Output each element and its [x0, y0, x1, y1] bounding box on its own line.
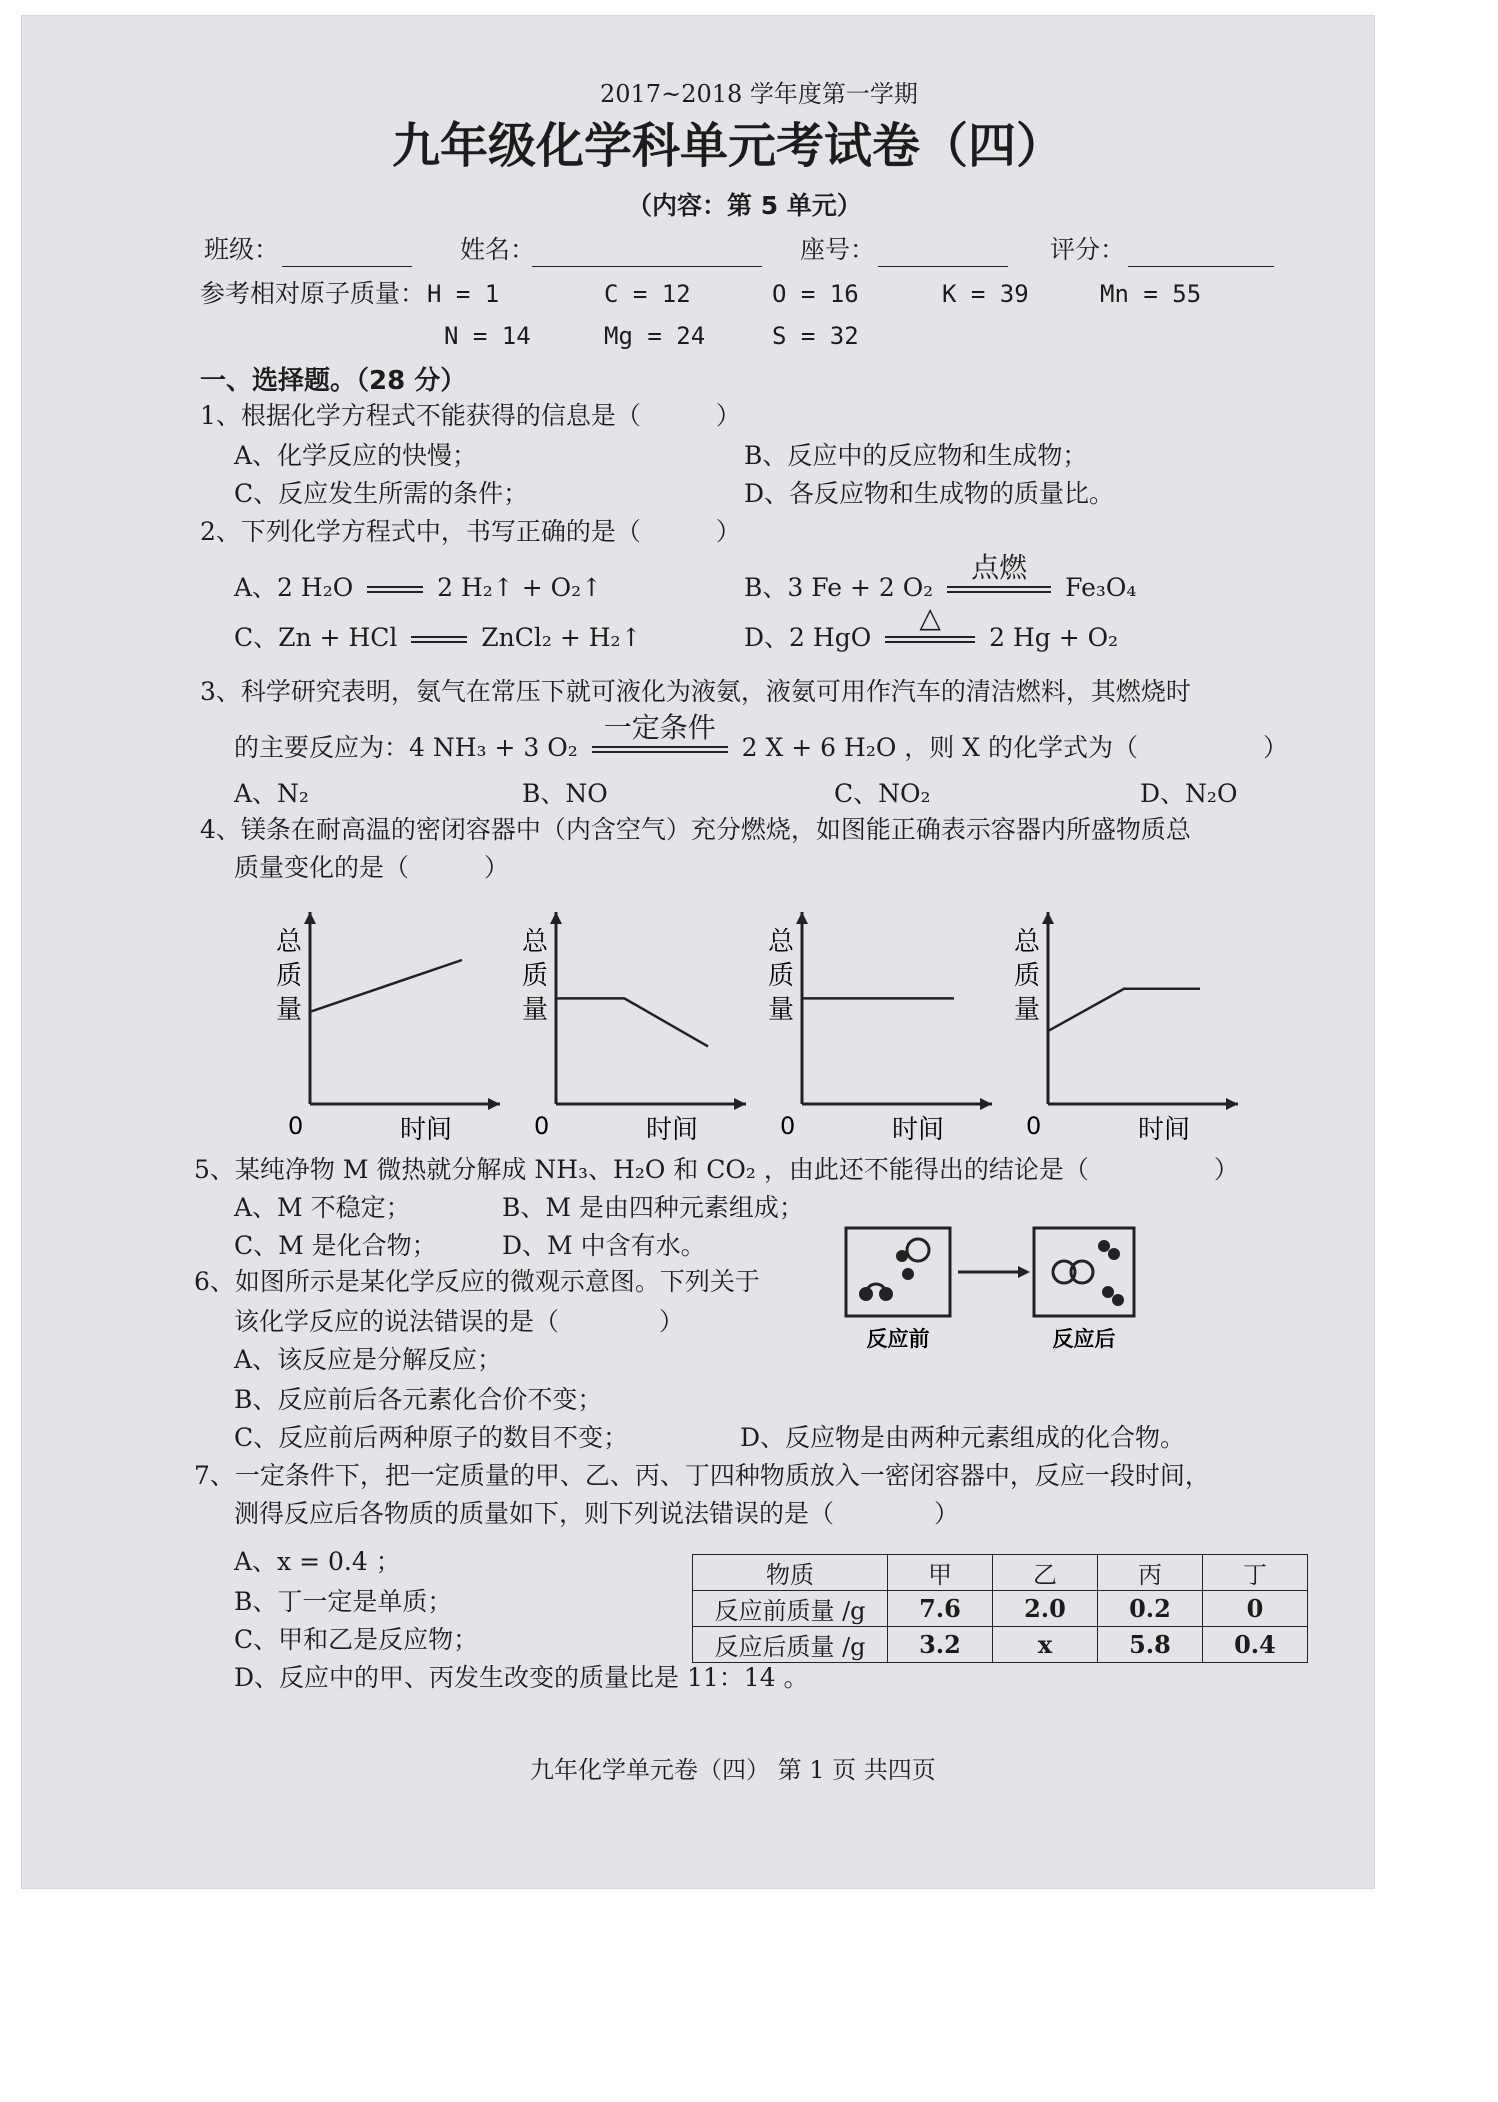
- before-label: 反应前: [866, 1327, 930, 1351]
- q1-stem: 1、根据化学方程式不能获得的信息是（ ）: [200, 401, 741, 430]
- atomic-mass-c: C = 12: [604, 280, 691, 308]
- q3-stem-line2: [234, 711, 1288, 764]
- q2-d-products: 2 Hg + O₂: [989, 623, 1119, 652]
- y-axis-label: 量: [768, 995, 795, 1025]
- origin-label: 0: [780, 1112, 796, 1140]
- y-axis-arrow: [550, 912, 562, 924]
- seat-label: 座号：: [800, 235, 876, 264]
- mass-curve: [556, 998, 708, 1046]
- q4-graphs: [252, 896, 1272, 1146]
- score-label: 评分：: [1050, 235, 1126, 264]
- equals-sign: [947, 551, 1051, 593]
- table-row: [693, 1591, 1308, 1627]
- table-cell: 0.2: [1098, 1591, 1203, 1627]
- q5-option-d: D、M 中含有水。: [502, 1231, 706, 1260]
- exam-sheet: [22, 16, 1374, 1888]
- school-year: 2017~2018 学年度第一学期: [600, 80, 918, 108]
- equals-sign: [367, 586, 423, 593]
- y-axis-label: 质: [522, 961, 549, 991]
- seat-blank[interactable]: [878, 266, 1008, 267]
- table-cell: 2.0: [993, 1591, 1098, 1627]
- q2-option-a: [234, 572, 602, 604]
- y-axis-arrow: [1042, 912, 1054, 924]
- arrow-head: [1018, 1266, 1030, 1278]
- q1-option-b: B、反应中的反应物和生成物；: [744, 441, 1088, 470]
- equals-sign: [411, 636, 467, 643]
- table-header-cell: 甲: [888, 1555, 993, 1591]
- q3-option-d: D、N₂O: [1140, 779, 1238, 808]
- q5-stem: 5、某纯净物 M 微热就分解成 NH₃、H₂O 和 CO₂ ，由此还不能得出的结论是（ ）: [194, 1155, 1239, 1184]
- name-label: 姓名：: [460, 235, 536, 264]
- q2-c-reactants: C、Zn + HCl: [234, 623, 398, 652]
- y-axis-label: 总: [276, 927, 303, 957]
- q2-d-condition: △: [919, 601, 941, 634]
- table-header-cell: 乙: [993, 1555, 1098, 1591]
- x-axis-arrow: [488, 1098, 500, 1110]
- table-cell: 反应后质量 /g: [693, 1627, 888, 1663]
- q6-option-b: B、反应前后各元素化合价不变；: [234, 1385, 603, 1414]
- q2-d-reactants: D、2 HgO: [744, 623, 872, 652]
- q7-option-d: D、反应中的甲、丙发生改变的质量比是 11：14 。: [234, 1663, 809, 1692]
- table-header-cell: 物质: [693, 1555, 888, 1591]
- table-cell: 0: [1203, 1591, 1308, 1627]
- origin-label: 0: [288, 1112, 304, 1140]
- y-axis-label: 质: [768, 961, 795, 991]
- y-axis-arrow: [304, 912, 316, 924]
- q1-option-d: D、各反应物和生成物的质量比。: [744, 479, 1115, 508]
- equals-sign: [592, 711, 728, 753]
- atomic-mass-n: N = 14: [444, 322, 531, 350]
- page-title: 九年级化学科单元考试卷（四）: [392, 118, 1065, 174]
- mass-curve: [310, 960, 462, 1012]
- x-axis-arrow: [734, 1098, 746, 1110]
- origin-label: 0: [534, 1112, 550, 1140]
- q2-a-products: 2 H₂↑ + O₂↑: [437, 573, 603, 602]
- y-axis-label: 总: [522, 927, 549, 957]
- y-axis-label: 量: [1014, 995, 1041, 1025]
- after-molecule-oxygen: [1053, 1261, 1093, 1283]
- mass-curve: [1048, 989, 1200, 1031]
- y-axis-label: 量: [522, 995, 549, 1025]
- q1-option-c: C、反应发生所需的条件；: [234, 479, 529, 508]
- y-axis-label: 总: [768, 927, 795, 957]
- name-blank[interactable]: [532, 266, 762, 267]
- q3-condition: 一定条件: [603, 711, 716, 744]
- after-label: 反应后: [1052, 1327, 1116, 1351]
- atomic-mass-h: H = 1: [427, 280, 500, 308]
- q3-option-b: B、NO: [522, 779, 608, 808]
- page-subtitle: （内容：第 5 单元）: [627, 191, 862, 220]
- q2-b-condition: 点燃: [971, 551, 1028, 584]
- q4-stem-line2: 质量变化的是（ ）: [234, 853, 510, 882]
- page-footer: 九年化学单元卷（四） 第 1 页 共四页: [530, 1756, 936, 1784]
- atomic-mass-mn: Mn = 55: [1100, 280, 1202, 308]
- q7-option-a: A、x = 0.4 ；: [234, 1547, 401, 1576]
- q7-stem-line1: 7、一定条件下，把一定质量的甲、乙、丙、丁四种物质放入一密闭容器中，反应一段时间，: [194, 1461, 1210, 1490]
- before-molecule-2: [896, 1239, 929, 1280]
- origin-label: 0: [1026, 1112, 1042, 1140]
- atomic-mass-s: S = 32: [772, 322, 859, 350]
- table-header-row: [693, 1555, 1308, 1591]
- x-axis-label: 时间: [1138, 1115, 1191, 1145]
- before-molecule-1: [859, 1284, 893, 1301]
- score-blank[interactable]: [1128, 266, 1274, 267]
- table-cell: 7.6: [888, 1591, 993, 1627]
- q7-option-b: B、丁一定是单质；: [234, 1587, 453, 1616]
- q6-option-c: C、反应前后两种原子的数目不变；: [234, 1423, 629, 1452]
- before-box: [846, 1228, 950, 1316]
- y-axis-arrow: [796, 912, 808, 924]
- q6-stem-line1: 6、如图所示是某化学反应的微观示意图。下列关于: [194, 1267, 760, 1296]
- x-axis-label: 时间: [892, 1115, 945, 1145]
- q2-stem: 2、下列化学方程式中，书写正确的是（ ）: [200, 517, 741, 546]
- table-row: [693, 1627, 1308, 1663]
- q1-option-a: A、化学反应的快慢；: [234, 441, 478, 470]
- x-axis-arrow: [1226, 1098, 1238, 1110]
- y-axis-label: 质: [276, 961, 303, 991]
- x-axis-label: 时间: [400, 1115, 453, 1145]
- q6-stem-line2: 该化学反应的说法错误的是（ ）: [234, 1307, 685, 1336]
- q3-stem-line1: 3、科学研究表明，氨气在常压下就可液化为液氨，液氨可用作汽车的清洁燃料，其燃烧时: [200, 677, 1191, 706]
- table-header-cell: 丁: [1203, 1555, 1308, 1591]
- q6-option-d: D、反应物是由两种元素组成的化合物。: [740, 1423, 1186, 1452]
- x-axis-label: 时间: [646, 1115, 699, 1145]
- table-cell: 0.4: [1203, 1627, 1308, 1663]
- table-cell: 反应前质量 /g: [693, 1591, 888, 1627]
- x-axis-arrow: [980, 1098, 992, 1110]
- q5-option-c: C、M 是化合物；: [234, 1231, 437, 1260]
- equals-sign: [885, 601, 975, 643]
- q2-option-b: [744, 551, 1137, 604]
- q2-b-products: Fe₃O₄: [1065, 573, 1137, 602]
- q3-option-c: C、NO₂: [834, 779, 931, 808]
- atomic-mass-label: 参考相对原子质量：: [200, 279, 426, 308]
- q3-option-a: A、N₂: [234, 779, 309, 808]
- y-axis-label: 总: [1014, 927, 1041, 957]
- q2-a-reactants: A、2 H₂O: [234, 573, 354, 602]
- q5-option-b: B、M 是由四种元素组成；: [502, 1193, 804, 1222]
- q2-option-d: [744, 601, 1119, 654]
- after-molecule-dots: [1098, 1240, 1124, 1306]
- table-header-cell: 丙: [1098, 1555, 1203, 1591]
- q3-products: 2 X + 6 H₂O ，则 X 的化学式为（ ）: [741, 733, 1288, 762]
- class-label: 班级：: [204, 235, 280, 264]
- q7-mass-table: [692, 1554, 1308, 1663]
- class-blank[interactable]: [282, 266, 412, 267]
- y-axis-label: 质: [1014, 961, 1041, 991]
- atomic-mass-mg: Mg = 24: [604, 322, 706, 350]
- y-axis-label: 量: [276, 995, 303, 1025]
- table-cell: x: [993, 1627, 1098, 1663]
- q6-micro-diagram: [842, 1224, 1142, 1354]
- q2-c-products: ZnCl₂ + H₂↑: [481, 623, 642, 652]
- q7-stem-line2: 测得反应后各物质的质量如下，则下列说法错误的是（ ）: [234, 1499, 960, 1528]
- atomic-mass-k: K = 39: [942, 280, 1029, 308]
- q2-b-reactants: B、3 Fe + 2 O₂: [744, 573, 934, 602]
- atomic-mass-o: O = 16: [772, 280, 859, 308]
- q4-stem-line1: 4、镁条在耐高温的密闭容器中（内含空气）充分燃烧，如图能正确表示容器内所盛物质总: [200, 815, 1191, 844]
- q2-option-c: [234, 622, 642, 654]
- table-cell: 5.8: [1098, 1627, 1203, 1663]
- q5-option-a: A、M 不稳定；: [234, 1193, 411, 1222]
- q7-option-c: C、甲和乙是反应物；: [234, 1625, 479, 1654]
- section-heading: 一、选择题。（28 分）: [200, 366, 467, 396]
- table-cell: 3.2: [888, 1627, 993, 1663]
- q3-reactants: 的主要反应为：4 NH₃ + 3 O₂: [234, 733, 578, 762]
- q6-option-a: A、该反应是分解反应；: [234, 1345, 503, 1374]
